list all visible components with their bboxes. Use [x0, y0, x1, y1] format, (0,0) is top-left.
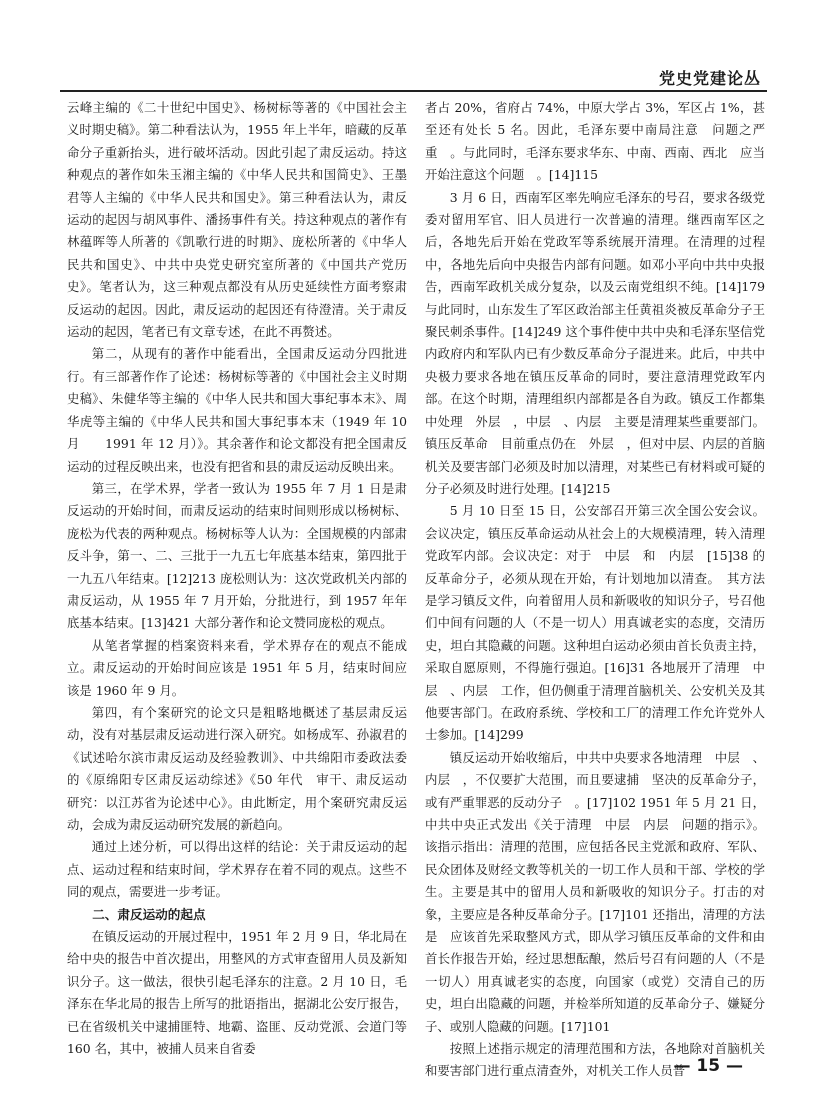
right-column — [425, 97, 765, 1079]
paragraph: 从笔者掌握的档案资料来看，学术界存在的观点不能成立。肃反运动的开始时间应该是 1951 年 5 月，结束时间应该是 1960 年 9 月。 — [67, 637, 407, 698]
section-heading: 二、肃反运动的起点 — [92, 906, 206, 922]
paragraph: 5 月 10 日至 15 日，公安部召开第三次全国公安会议。会议决定，镇压反革命运动从社会上的大规模清理，转入清理党政军内部。会议决定：对于 中层 和 内层 [15]38 的反革命分子，必须从现在开始，有计划地加以清查。 其方法是学习镇反文件，向着留用人员和新吸收的知识分子，号召他们中间有问题的人（不是一切人）用真诚老实的态度，交清历史，坦白其隐藏的问题。这种坦白运动必须由首长负责主持，采取自愿原则，不得施行强迫。[16]31 各地展开了清理 中层 、内层 工作，但仍侧重于清理首脑机关、公安机关及其他要害部门。在政府系统、学校和工厂的清理工作允许党外人士参加。[14]299 — [425, 503, 765, 743]
paragraph: 通过上述分析，可以得出这样的结论：关于肃反运动的起点、运动过程和结束时间，学术界存在着不同的观点。这些不同的观点，需要进一步考证。 — [67, 839, 407, 900]
paragraph: 3 月 6 日，西南军区率先响应毛泽东的号召，要求各级党委对留用军官、旧人员进行一次普遍的清理。继西南军区之后，各地先后开始在党政军等系统展开清理。在清理的过程中，各地先后向中央报告内部有问题。如邓小平向中共中央报告，西南军政机关成分复杂，以及云南党组织不纯。[14]179 与此同时，山东发生了军区政治部主任黄祖炎被反革命分子王聚民刺杀事件。[14]249 这个事件使中共中央和毛泽东坚信党内政府内和军队内已有少数反革命分子混进来。此后，中共中央极力要求各地在镇压反革命的同时，要注意清理党政军内部。在这个时期，清理组织内部都是各自为政。镇反工作都集中处理 外层 ，中层 、内层 主要是清理某些重要部门。镇压反革命 目前重点仍在 外层 ，但对中层、内层的首脑机关及要害部门必须及时加以清理，对某些已有材料或可疑的分子必须及时进行处理。[14]215 — [425, 189, 765, 496]
paragraph: 第二，从现有的著作中能看出，全国肃反运动分四批进行。有三部著作作了论述：杨树标等著的《中国社会主义时期史稿》、朱健华等主编的《中华人民共和国大事纪事本末》、周华虎等主编的《中华人民共和国大事纪事本末（1949 年 10 月 1991 年 12 月）》。其余著作和论文都没有把全国肃反运动的过程反映出来，也没有把省和县的肃反运动反映出来。 — [67, 346, 407, 474]
header-rule — [60, 90, 767, 92]
paragraph: 第四，有个案研究的论文只是粗略地概述了基层肃反运动，没有对基层肃反运动进行深入研究。如杨成军、孙淑君的《试述哈尔滨市肃反运动及经验教训》、中共绵阳市委政法委的《原绵阳专区肃反运动综述》《50 年代 审干、肃反运动 研究：以江苏省为论述中心》。由此断定，用个案研究肃反运动，会成为肃反运动研究发展的新趋向。 — [67, 704, 420, 832]
paragraph: 在镇反运动的开展过程中，1951 年 2 月 9 日，华北局在给中央的报告中首次提出，用整风的方式审查留用人员及新知识分子。这一做法，很快引起毛泽东的注意。2 月 10 日，毛泽东在华北局的报告上所写的批语指出，据湖北公安厅报告，已在省级机关中逮捕匪特、地霸、盗匪、反动党派、会道门等 160 名，其中，被捕人员来自省委 — [67, 929, 407, 1057]
left-column — [67, 97, 420, 1057]
page-number: — 15 — — [673, 1056, 743, 1076]
paragraph: 云峰主编的《二十世纪中国史》、杨树标等著的《中国社会主义时期史稿》。第二种看法认为，1955 年上半年，暗藏的反革命分子重新抬头，进行破坏活动。因此引起了肃反运动。持这种观点的著作如朱玉湘主编的《中华人民共和国简史》、王墨君等人主编的《中华人民共和国史》。第三种看法认为，肃反运动的起因与胡风事件、潘扬事件有关。持这种观点的著作有林蕴晖等人所著的《凯歌行进的时期》、庞松所著的《中华人民共和国史》、中共中央党史研究室所著的《中国共产党历史》。笔者认为，这三种观点都没有从历史延续性方面考察肃反运动的起因。因此，肃反运动的起因还有待澄清。关于肃反运动的起因，笔者已有文章专述，在此不再赘述。 — [67, 100, 407, 340]
journal-title: 党史党建论丛 — [658, 69, 761, 88]
paragraph: 按照上述指示规定的清理范围和方法，各地除对首脑机关和要害部门进行重点清查外，对机关工作人员普 — [425, 1041, 765, 1079]
paragraph: 第三，在学术界，学者一致认为 1955 年 7 月 1 日是肃反运动的开始时间，而肃反运动的结束时间则形成以杨树标、庞松为代表的两种观点。杨树标等人认为：全国规模的内部肃反斗争，第一、二、三批于一九五七年底基本结束，第四批于一九五八年结束。[12]213 庞松则认为：这次党政机关内部的肃反运动，从 1955 年 7 月开始，分批进行，到 1957 年年底基本结束。[13]421 大部分著作和论文赞同庞松的观点。 — [67, 480, 407, 631]
paragraph: 镇反运动开始收缩后，中共中央要求各地清理 中层 、内层 ，不仅要扩大范围，而且要逮捕 坚决的反革命分子，或有严重罪恶的反动分子 。[17]102 1951 年 5 月 21 日，中共中央正式发出《关于清理 中层 内层 问题的指示》。该指示指出：清理的范围，应包括各民主党派和政府、军队、民众团体及财经文教等机关的一切工作人员和干部、学校的学生。主要是其中的留用人员和新吸收的知识分子。打击的对象，主要应是各种反革命分子。[17]101 还指出，清理的方法是 应该首先采取整风方式，即从学习镇压反革命的文件和由首长作报告开始，经过思想酝酿，然后号召有问题的人（不是一切人）用真诚老实的态度，向国家（或党）交清自己的历史，坦白出隐藏的问题，并检举所知道的反革命分子、嫌疑分子、或别人隐藏的问题。[17]101 — [425, 749, 765, 1034]
paragraph-continuation: 者占 20%，省府占 74%，中原大学占 3%，军区占 1%，甚至还有处长 5 名。因此，毛泽东要中南局注意 问题之严重 。与此同时，毛泽东要求华东、中南、西南、西北 应当开始注意这个问题 。[14]115 — [425, 100, 765, 183]
